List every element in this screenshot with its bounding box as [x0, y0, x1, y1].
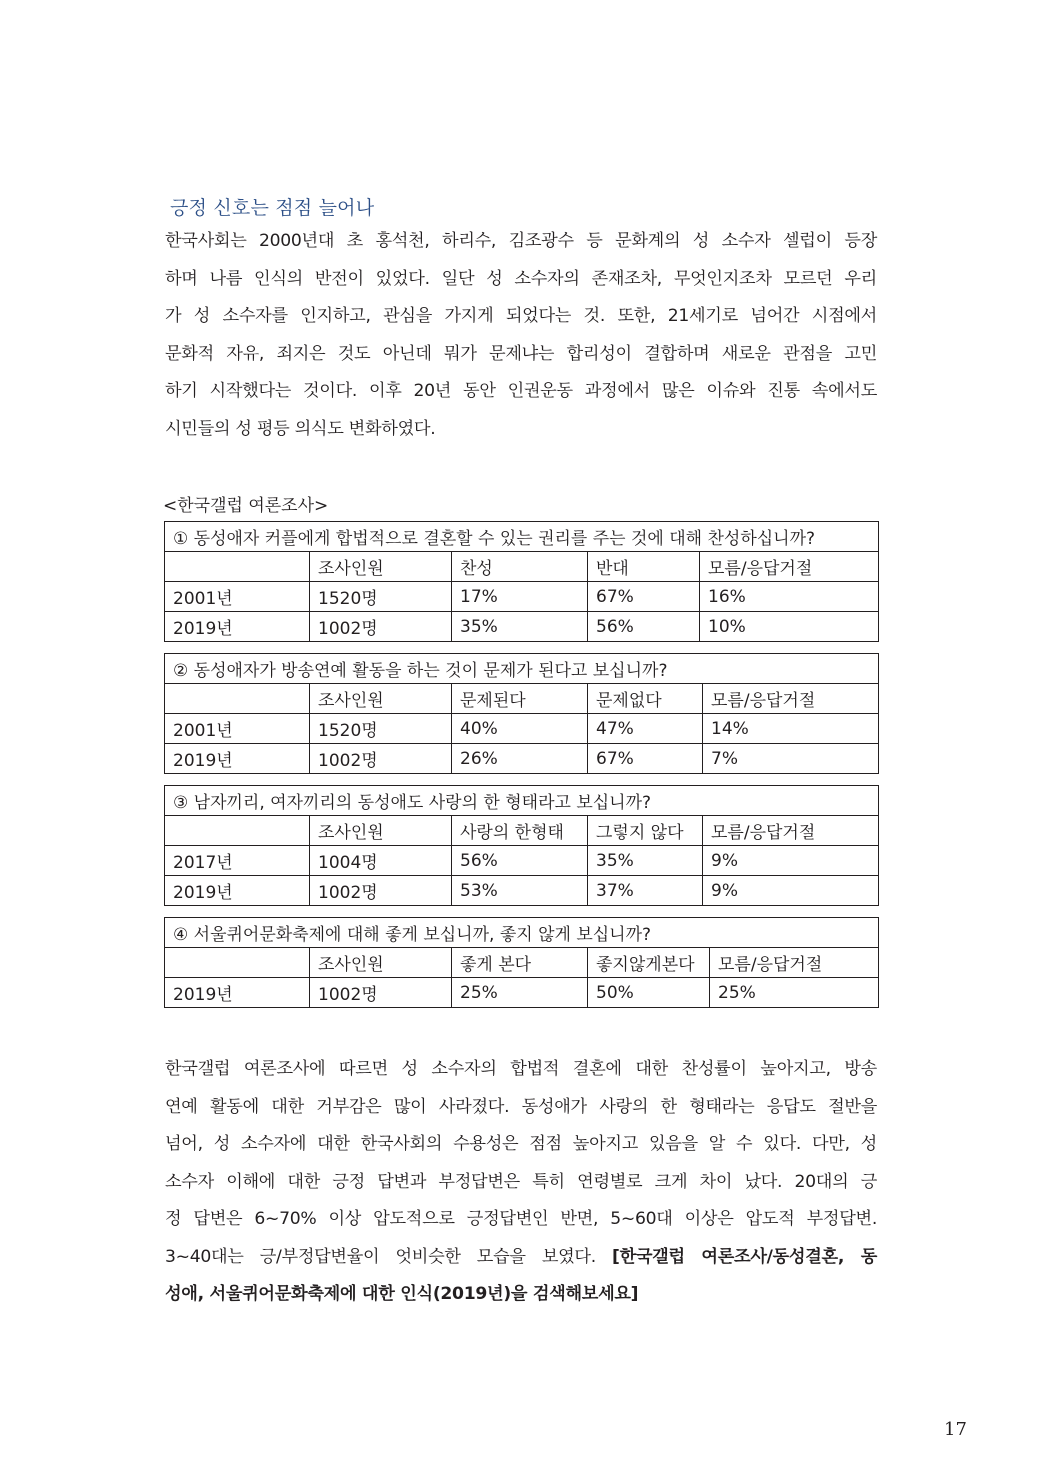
- table-header-cell: 모름/응답거절: [703, 816, 879, 846]
- table-question: ① 동성애자 커플에게 합법적으로 결혼할 수 있는 권리를 주는 것에 대해 찬성하십니까?: [165, 522, 879, 552]
- conclusion-line: 연예 활동에 대한 거부감은 많이 사라졌다. 동성애가 사랑의 한 형태라는 응답도 절반을: [165, 1096, 877, 1117]
- table-header-row: [165, 684, 879, 714]
- table-header-cell: 모름/응답거절: [703, 684, 879, 714]
- table-header-cell: 찬성: [452, 552, 588, 582]
- intro-line: 한국사회는 2000년대 초 홍석천, 하리수, 김조광수 등 문화계의 성 소수자 셀럽이 등장: [165, 231, 877, 251]
- table-row: [165, 714, 879, 744]
- table-header-cell: [165, 552, 310, 582]
- table-cell: 56%: [452, 846, 588, 876]
- table-header-cell: 조사인원: [310, 948, 452, 978]
- conclusion-line: 정 답변은 6~70% 이상 압도적으로 긍정답변인 반면, 5~60대 이상은 압도적 부정답변.: [165, 1209, 877, 1229]
- table-cell: 1002명: [310, 612, 452, 642]
- conclusion-line: 한국갤럽 여론조사에 따르면 성 소수자의 합법적 결혼에 대한 찬성률이 높아지고, 방송: [165, 1059, 877, 1079]
- intro-line: 시민들의 성 평등 의식도 변화하였다.: [165, 418, 436, 439]
- table-row: [165, 978, 879, 1008]
- intro-line: 하며 나름 인식의 반전이 있었다. 일단 성 소수자의 존재조차, 무엇인지조차 모르던 우리: [165, 268, 877, 289]
- table-header-cell: 조사인원: [310, 684, 452, 714]
- table-cell: 16%: [700, 582, 879, 612]
- survey-table-3: [164, 785, 879, 906]
- intro-line: 문화적 자유, 죄지은 것도 아닌데 뭐가 문제냐는 합리성이 결합하며 새로운 관점을 고민: [165, 343, 877, 364]
- table-cell: 40%: [452, 714, 588, 744]
- table-header-cell: 문제된다: [452, 684, 588, 714]
- table-header-cell: 좋지않게본다: [588, 948, 710, 978]
- table-cell: 53%: [452, 876, 588, 906]
- table-cell: 56%: [588, 612, 700, 642]
- table-cell: 14%: [703, 714, 879, 744]
- table-row: [165, 846, 879, 876]
- table-cell: 7%: [703, 744, 879, 774]
- survey-table-1: [164, 521, 879, 642]
- table-cell: 2017년: [165, 846, 310, 876]
- table-cell: 67%: [588, 744, 703, 774]
- table-row: [165, 612, 879, 642]
- section-heading: 긍정 신호는 점점 늘어나: [170, 197, 375, 219]
- table-cell: 37%: [588, 876, 703, 906]
- table-cell: 9%: [703, 876, 879, 906]
- table-question: ④ 서울퀴어문화축제에 대해 좋게 보십니까, 좋지 않게 보십니까?: [165, 918, 879, 948]
- intro-line: 가 성 소수자를 인지하고, 관심을 가지게 되었다는 것. 또한, 21세기로 넘어간 시점에서: [165, 306, 877, 326]
- table-cell: 1004명: [310, 846, 452, 876]
- table-cell: 2001년: [165, 714, 310, 744]
- table-cell: 35%: [452, 612, 588, 642]
- table-row: [165, 876, 879, 906]
- table-header-row: [165, 816, 879, 846]
- table-header-cell: 사랑의 한형태: [452, 816, 588, 846]
- intro-line: 하기 시작했다는 것이다. 이후 20년 동안 인권운동 과정에서 많은 이슈와 진통 속에서도: [165, 381, 877, 401]
- table-row: [165, 582, 879, 612]
- table-cell: 25%: [710, 978, 879, 1008]
- survey-title: <한국갤럽 여론조사>: [163, 496, 329, 516]
- table-header-cell: 조사인원: [310, 816, 452, 846]
- table-question: ② 동성애자가 방송연예 활동을 하는 것이 문제가 된다고 보십니까?: [165, 654, 879, 684]
- page-number: 17: [944, 1419, 967, 1440]
- table-header-cell: [165, 684, 310, 714]
- search-suggestion-text: 성애, 서울퀴어문화축제에 대한 인식(2019년)을 검색해보세요]: [165, 1284, 639, 1304]
- table-cell: 35%: [588, 846, 703, 876]
- conclusion-line: 소수자 이해에 대한 긍정 답변과 부정답변은 특히 연령별로 크게 차이 났다. 20대의 긍: [165, 1171, 877, 1192]
- table-header-cell: 모름/응답거절: [710, 948, 879, 978]
- search-suggestion-text: [한국갤럽 여론조사/동성결혼, 동: [612, 1246, 877, 1267]
- table-cell: 1002명: [310, 744, 452, 774]
- table-cell: 2001년: [165, 582, 310, 612]
- table-header-cell: 반대: [588, 552, 700, 582]
- table-question: ③ 남자끼리, 여자끼리의 동성애도 사랑의 한 형태라고 보십니까?: [165, 786, 879, 816]
- survey-table-4: [164, 917, 879, 1008]
- table-cell: 2019년: [165, 612, 310, 642]
- table-header-row: [165, 552, 879, 582]
- table-cell: 67%: [588, 582, 700, 612]
- table-cell: 50%: [588, 978, 710, 1008]
- conclusion-paragraph: [165, 1051, 877, 1314]
- table-cell: 1520명: [310, 582, 452, 612]
- conclusion-line: 넘어, 성 소수자에 대한 한국사회의 수용성은 점점 높아지고 있음을 알 수 있다. 다만, 성: [165, 1134, 877, 1154]
- table-header-cell: 좋게 본다: [452, 948, 588, 978]
- table-header-cell: 그렇지 않다: [588, 816, 703, 846]
- table-header-row: [165, 948, 879, 978]
- survey-table-2: [164, 653, 879, 774]
- table-header-cell: 모름/응답거절: [700, 552, 879, 582]
- table-header-cell: [165, 816, 310, 846]
- conclusion-text: 3~40대는 긍/부정답변율이 엇비슷한 모습을 보였다.: [165, 1246, 613, 1267]
- table-cell: 25%: [452, 978, 588, 1008]
- table-cell: 47%: [588, 714, 703, 744]
- table-cell: 2019년: [165, 744, 310, 774]
- table-cell: 2019년: [165, 876, 310, 906]
- table-header-cell: 문제없다: [588, 684, 703, 714]
- table-cell: 1002명: [310, 876, 452, 906]
- table-cell: 1520명: [310, 714, 452, 744]
- table-cell: 10%: [700, 612, 879, 642]
- table-cell: 2019년: [165, 978, 310, 1008]
- table-cell: 9%: [703, 846, 879, 876]
- table-cell: 1002명: [310, 978, 452, 1008]
- intro-paragraph: [165, 223, 877, 448]
- table-header-cell: [165, 948, 310, 978]
- table-cell: 17%: [452, 582, 588, 612]
- conclusion-line: [165, 1239, 877, 1277]
- table-cell: 26%: [452, 744, 588, 774]
- table-header-cell: 조사인원: [310, 552, 452, 582]
- table-row: [165, 744, 879, 774]
